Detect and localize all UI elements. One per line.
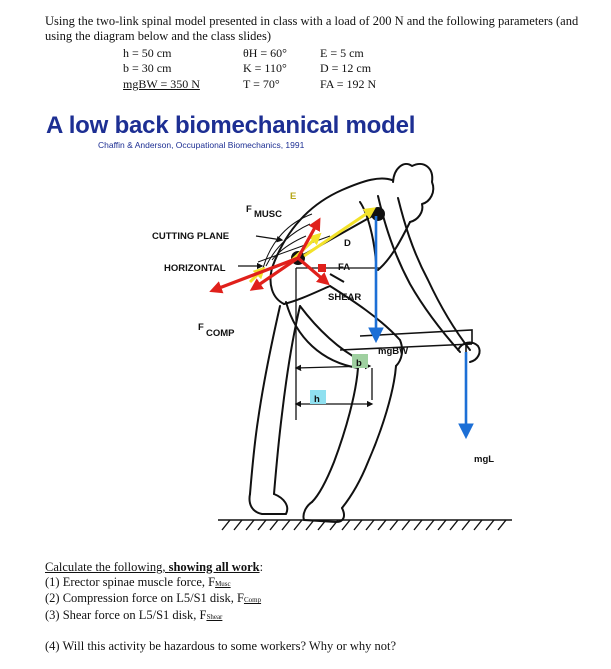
human-body-outline [250,164,480,522]
question-list [45,560,396,654]
label-b: b [356,358,362,369]
lead-text-3: : [259,560,264,574]
label-f-comp: F [198,322,204,333]
param-fa: FA = 192 N [320,77,377,91]
question-3 [45,608,396,625]
questions-lead [45,560,396,575]
biomechanical-diagram [0,150,611,550]
label-horizontal: HORIZONTAL [164,263,226,274]
label-d: D [344,238,351,249]
param-theta: θH = 60° [243,46,287,60]
question-2 [45,591,396,608]
question-3-subscript: Shear [206,612,223,621]
question-3-text: (3) Shear force on L5/S1 disk, F [45,607,207,622]
label-h: h [314,394,320,405]
red-marker-square [318,264,326,272]
question-2-text: (2) Compression force on L5/S1 disk, F [45,591,244,605]
ground-hatching [218,520,512,530]
param-d: D = 12 cm [320,61,372,75]
label-cutting-plane: CUTTING PLANE [152,231,230,242]
figure-credit: Chaffin & Anderson, Occupational Biomechanics, 1991 [98,140,305,150]
intro-paragraph: Using the two-link spinal model presented in class with a load of 200 N and the following parameters (and using the diagram below and the class slides) [45,14,579,43]
lead-text-2: showing all work [168,560,260,574]
lead-text-1: Calculate the following, [45,560,169,574]
param-e: E = 5 cm [320,46,364,60]
label-musc: MUSC [254,209,282,220]
label-fa: FA [338,262,351,273]
param-k: K = 110° [243,61,287,75]
figure-title: A low back biomechanical model [46,112,416,139]
label-e: E [290,191,297,202]
question-1-subscript: Musc [215,579,231,588]
param-h: h = 50 cm [123,46,172,60]
question-2-subscript: Comp [243,596,262,604]
label-shear: SHEAR [328,292,362,303]
param-mgbw: mgBW = 350 N [123,77,200,91]
param-b: b = 30 cm [123,61,172,75]
label-mgbw: mgBW [378,346,409,357]
question-1-text: (1) Erector spinae muscle force, F [45,574,216,589]
label-comp: COMP [206,328,235,339]
question-1 [45,575,396,592]
label-f-musc: F [246,204,252,215]
label-mgl: mgL [474,454,495,465]
param-t: T = 70° [243,77,280,91]
question-4: (4) Will this activity be hazardous to some workers? Why or why not? [45,639,397,653]
